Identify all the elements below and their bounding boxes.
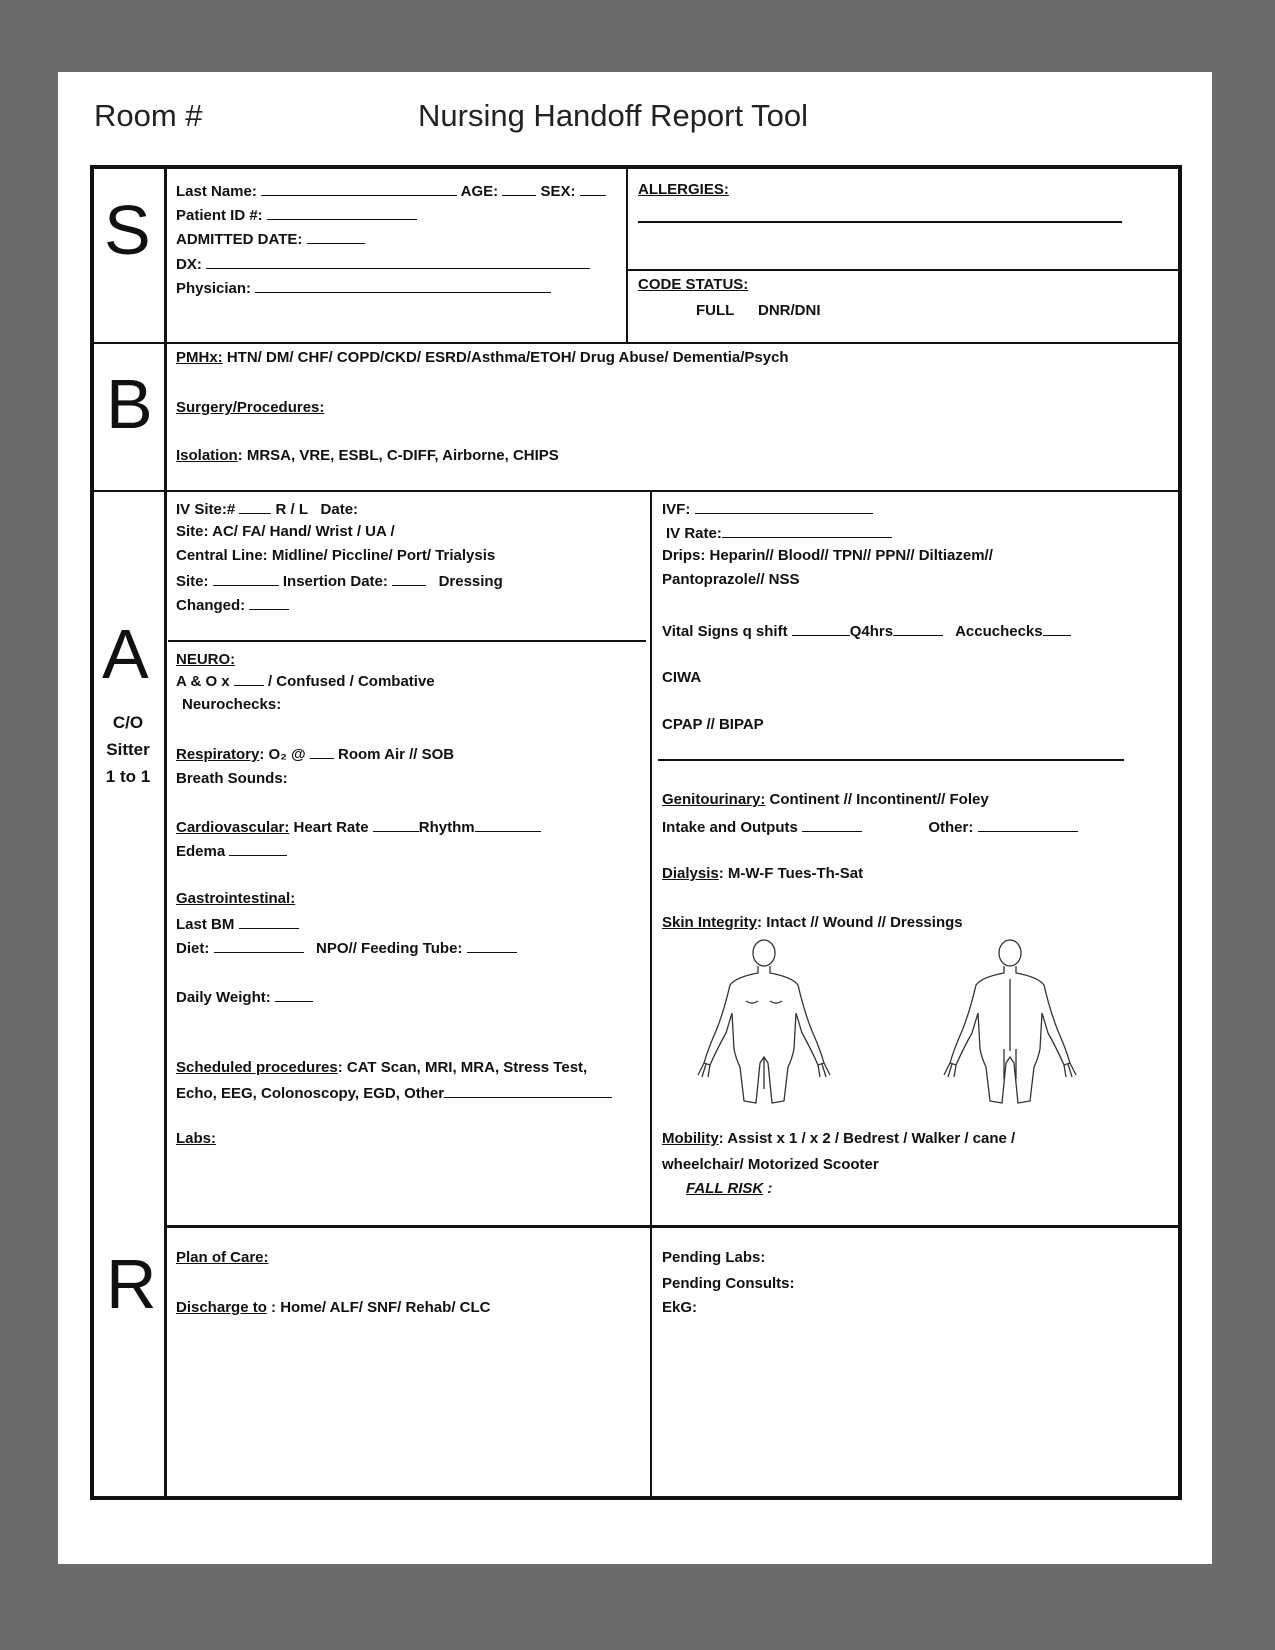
last-name-row [176,181,606,200]
weight-field[interactable] [275,987,313,1002]
gu-options[interactable]: Continent // Incontinent// Foley [765,791,989,808]
dx-label: DX: [176,256,202,273]
ivf-row [662,499,873,518]
drips-row[interactable]: Drips: Heparin// Blood// TPN// PPN// Diltiazem// [662,547,993,564]
plan-of-care-label: Plan of Care: [176,1249,269,1266]
skin-options[interactable]: : Intact // Wound // Dressings [757,914,963,931]
iv-site-label: IV Site:# [176,501,236,518]
discharge-label: Discharge to [176,1299,267,1316]
sex-label: SEX: [540,183,576,200]
site2-row [176,571,503,590]
body-back-diagram[interactable] [920,939,1100,1109]
pmhx-options[interactable]: HTN/ DM/ CHF/ COPD/CKD/ ESRD/Asthma/ETOH/ Drug Abuse/ Dementia/Psych [222,349,789,366]
skin-row [662,914,963,931]
ivf-field[interactable] [695,499,873,514]
last-bm-row [176,914,299,933]
edema-row [176,841,287,860]
o2-label: : O₂ @ [259,746,306,763]
site-options[interactable]: Site: AC/ FA/ Hand/ Wrist / UA / [176,523,395,540]
edema-label: Edema [176,843,226,860]
iv-side-options[interactable]: R / L [275,501,309,518]
discharge-options[interactable]: : Home/ ALF/ SNF/ Rehab/ CLC [266,1299,491,1316]
aox-row [176,671,435,690]
vitals-field[interactable] [792,621,850,636]
isolation-options[interactable]: : MRSA, VRE, ESBL, C-DIFF, Airborne, CHIPS [237,447,559,464]
npo-label: NPO// Feeding Tube: [316,940,463,957]
scheduled-row-2 [176,1083,612,1102]
dressing-label: Dressing [438,573,503,590]
insertion-date-field[interactable] [392,571,426,586]
io-row [662,817,1078,836]
q4hrs-field[interactable] [893,621,943,636]
admitted-label: ADMITTED DATE: [176,231,303,248]
sitter-line-3: 1 to 1 [105,767,151,786]
sex-field[interactable] [580,181,606,196]
body-front-diagram[interactable] [674,939,854,1109]
vitals-row [662,621,1071,640]
sbar-form [90,165,1182,1500]
rhythm-label: Rhythm [418,819,475,836]
io-field[interactable] [802,817,862,832]
patient-id-label: Patient ID #: [176,207,263,224]
admitted-field[interactable] [307,229,365,244]
gu-label: Genitourinary: [662,791,766,808]
central-line-row[interactable]: Central Line: Midline/ Piccline/ Port/ Trialysis [176,547,496,564]
dialysis-label: Dialysis [662,865,719,882]
mobility-row-2[interactable]: wheelchair/ Motorized Scooter [662,1156,879,1173]
gu-other-label: Other: [928,819,974,836]
iv-rate-field[interactable] [722,523,892,538]
weight-label: Daily Weight: [176,989,271,1006]
gu-other-field[interactable] [978,817,1078,832]
changed-row [176,595,289,614]
age-label: AGE: [460,183,499,200]
other-procedure-field[interactable] [444,1083,612,1098]
changed-label: Changed: [176,597,246,614]
last-bm-field[interactable] [239,914,299,929]
iv-rate-row [666,523,892,542]
physician-field[interactable] [255,278,551,293]
weight-row [176,987,313,1006]
iv-rate-label: IV Rate: [666,525,722,542]
last-name-label: Last Name: [176,183,257,200]
allergies-label: ALLERGIES: [638,181,729,198]
dx-row [176,254,590,273]
vitals-label: Vital Signs q shift [662,623,788,640]
scheduled-row [176,1059,587,1076]
iv-site-row [176,499,358,518]
diet-row [176,938,517,957]
skin-label: Skin Integrity [662,914,758,931]
cpap-label[interactable]: CPAP // BIPAP [662,716,764,733]
code-dnr[interactable]: DNR/DNI [758,302,821,319]
isolation-row [176,447,559,464]
code-status-label: CODE STATUS: [638,276,749,293]
scheduled-label: Scheduled procedures [176,1059,338,1076]
page-title: Nursing Handoff Report Tool [418,98,809,133]
section-s-letter: S [104,191,151,269]
fall-risk-row [686,1180,772,1197]
cardio-row [176,817,541,836]
neurochecks-label: Neurochecks: [182,696,282,713]
scheduled-options-2[interactable]: Echo, EEG, Colonoscopy, EGD, Other [176,1085,445,1102]
dialysis-options[interactable]: : M-W-F Tues-Th-Sat [718,865,864,882]
scheduled-options[interactable]: : CAT Scan, MRI, MRA, Stress Test, [337,1059,588,1076]
aox-field[interactable] [234,671,264,686]
site2-label: Site: [176,573,209,590]
gi-label: Gastrointestinal: [176,890,296,907]
pmhx-row [176,349,789,366]
fall-risk-label: FALL RISK [686,1180,764,1197]
feeding-tube-field[interactable] [467,938,517,953]
diet-label: Diet: [176,940,210,957]
edema-field[interactable] [229,841,287,856]
sitter-line-1: C/O [112,713,144,732]
respiratory-row [176,744,454,763]
isolation-label: Isolation [176,447,238,464]
ciwa-label[interactable]: CIWA [662,669,702,686]
iv-date-label: Date: [320,501,359,518]
gu-row [662,791,989,808]
iv-site-field[interactable] [239,499,271,514]
o2-field[interactable] [310,744,334,759]
code-full[interactable]: FULL [696,302,735,319]
surgery-label: Surgery/Procedures: [176,399,325,416]
breath-sounds-label: Breath Sounds: [176,770,288,787]
physician-row [176,278,551,297]
mobility-label: Mobility [662,1130,719,1147]
discharge-row [176,1299,490,1316]
room-number-label: Room # [94,98,203,133]
form-page [58,72,1212,1564]
section-r-letter: R [106,1245,157,1323]
patient-id-field[interactable] [267,205,417,220]
diet-field[interactable] [214,938,304,953]
drips-row-2[interactable]: Pantoprazole// NSS [662,571,800,588]
mobility-options[interactable]: : Assist x 1 / x 2 / Bedrest / Walker / cane / [718,1130,1016,1147]
allergies-field[interactable] [638,221,1122,223]
sitter-label [88,709,168,790]
accuchecks-field[interactable] [1043,621,1071,636]
labs-label: Labs: [176,1130,217,1147]
aox-label: A & O x [176,673,230,690]
last-name-field[interactable] [261,181,457,196]
fall-risk-colon: : [763,1180,773,1197]
pmhx-label: PMHx: [176,349,223,366]
sitter-line-2: Sitter [106,740,150,759]
respiratory-label: Respiratory [176,746,260,763]
dialysis-row [662,865,863,882]
io-label: Intake and Outputs [662,819,798,836]
dx-field[interactable] [206,254,590,269]
respiratory-options[interactable]: Room Air // SOB [338,746,455,763]
physician-label: Physician: [176,280,252,297]
mobility-row [662,1130,1015,1147]
heart-rate-label: Heart Rate [289,819,369,836]
pending-labs-label: Pending Labs: [662,1249,766,1266]
admitted-row [176,229,365,248]
accuchecks-label: Accuchecks [955,623,1043,640]
section-b-letter: B [106,365,153,443]
q4hrs-label: Q4hrs [849,623,894,640]
cardio-label: Cardiovascular: [176,819,290,836]
neuro-label: NEURO: [176,651,236,668]
patient-id-row [176,205,417,224]
pending-consults-label: Pending Consults: [662,1275,795,1292]
section-a-letter: A [102,615,149,693]
insertion-date-label: Insertion Date: [282,573,388,590]
ekg-label: EkG: [662,1299,698,1316]
changed-field[interactable] [249,595,289,610]
neuro-options[interactable]: / Confused / Combative [267,673,435,690]
heart-rate-field[interactable] [373,817,419,832]
ivf-label: IVF: [662,501,691,518]
site2-field[interactable] [213,571,279,586]
age-field[interactable] [502,181,536,196]
rhythm-field[interactable] [475,817,541,832]
last-bm-label: Last BM [176,916,235,933]
